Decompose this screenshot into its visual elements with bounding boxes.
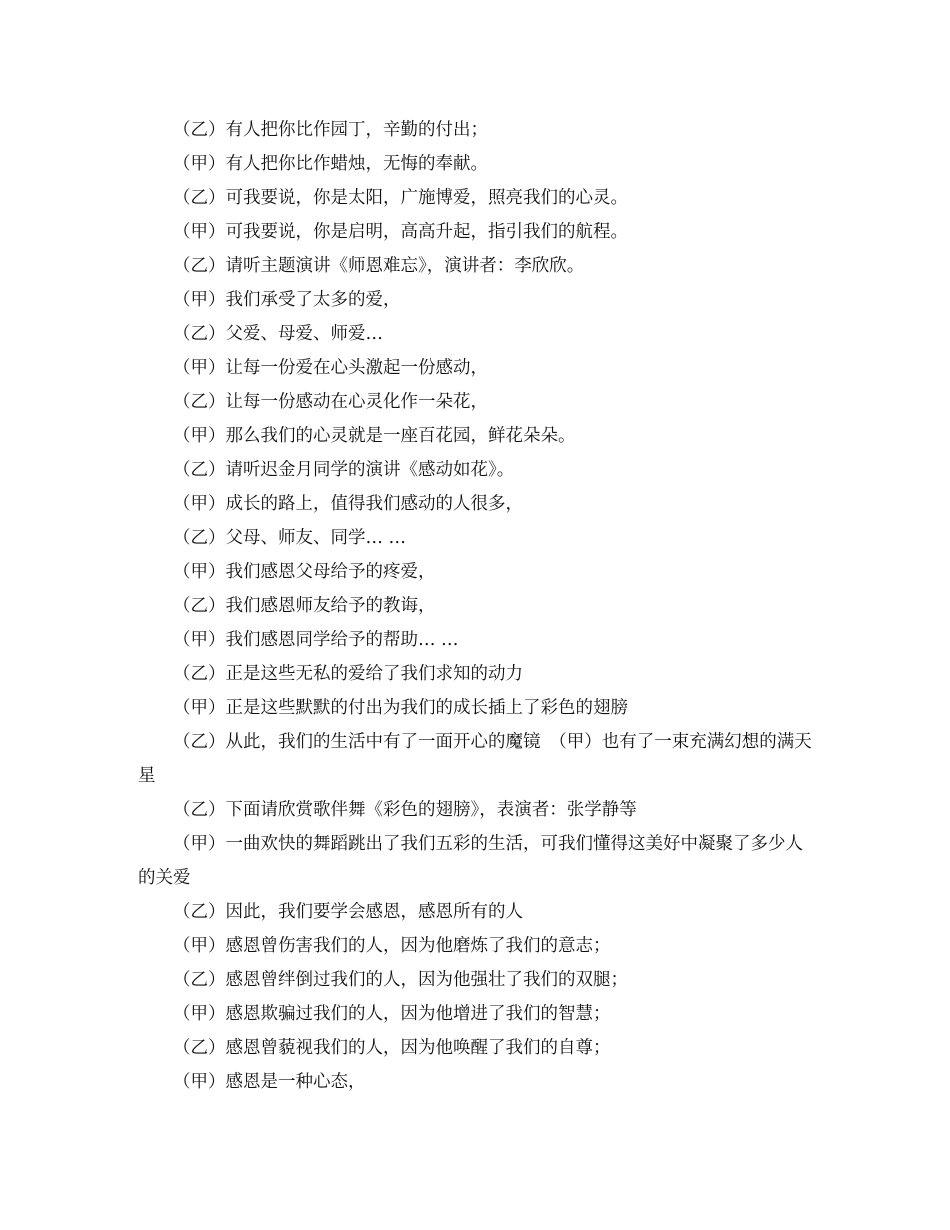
paragraph: （甲）我们承受了太多的爱， (173, 290, 401, 310)
paragraph: （乙）我们感恩师友给予的教诲， (173, 596, 436, 616)
paragraph: （乙）感恩曾绊倒过我们的人，因为他强壮了我们的双腿； (173, 970, 628, 990)
paragraph: （甲）让每一份爱在心头激起一份感动， (173, 358, 488, 378)
paragraph: （乙）正是这些无私的爱给了我们求知的动力 (173, 664, 523, 684)
paragraph: （乙）下面请欣赏歌伴舞《彩色的翅膀》，表演者：张学静等 (173, 800, 637, 820)
paragraph: （甲）那么我们的心灵就是一座百花园，鲜花朵朵。 (173, 426, 576, 446)
paragraph: （甲）一曲欢快的舞蹈跳出了我们五彩的生活，可我们懂得这美好中凝聚了多少人的关爱 (138, 834, 803, 888)
paragraph: （乙）父爱、母爱、师爱… (173, 324, 383, 344)
paragraph: （乙）有人把你比作园丁，辛勤的付出； (173, 120, 488, 140)
paragraph: （乙）可我要说，你是太阳，广施博爱，照亮我们的心灵。 (173, 188, 628, 208)
paragraph: （甲）正是这些默默的付出为我们的成长插上了彩色的翅膀 (173, 698, 628, 718)
paragraph: （甲）我们感恩父母给予的疼爱， (173, 562, 436, 582)
paragraph: （甲）我们感恩同学给予的帮助… … (173, 630, 459, 650)
paragraph: （甲）可我要说，你是启明，高高升起，指引我们的航程。 (173, 222, 628, 242)
paragraph: （乙）让每一份感动在心灵化作一朵花， (173, 392, 488, 412)
paragraph: （乙）父母、师友、同学… … (173, 528, 407, 548)
paragraph: （甲）感恩是一种心态， (173, 1072, 366, 1092)
document-body (138, 113, 818, 1099)
paragraph: （乙）从此，我们的生活中有了一面开心的魔镜 （甲）也有了一束充满幻想的满天星 (138, 732, 812, 786)
paragraph: （乙）因此，我们要学会感恩，感恩所有的人 (173, 902, 523, 922)
paragraph: （甲）感恩欺骗过我们的人，因为他增进了我们的智慧； (173, 1004, 611, 1024)
paragraph: （甲）有人把你比作蜡烛，无悔的奉献。 (173, 154, 488, 174)
paragraph: （乙）感恩曾藐视我们的人，因为他唤醒了我们的自尊； (173, 1038, 611, 1058)
paragraph: （乙）请听主题演讲《师恩难忘》，演讲者：李欣欣。 (173, 256, 585, 276)
paragraph: （乙）请听迟金月同学的演讲《感动如花》。 (173, 460, 515, 480)
paragraph: （甲）感恩曾伤害我们的人，因为他磨炼了我们的意志； (173, 936, 611, 956)
paragraph: （甲）成长的路上，值得我们感动的人很多， (173, 494, 523, 514)
